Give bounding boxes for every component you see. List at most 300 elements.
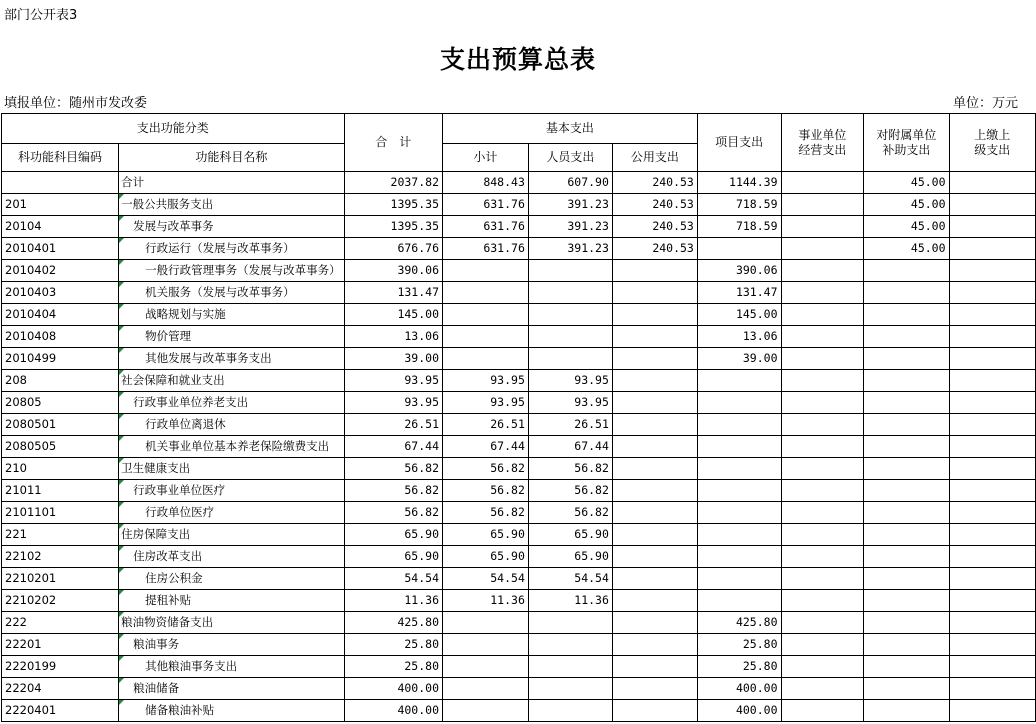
- cell-name: [119, 194, 345, 216]
- cell-subsidy: [864, 282, 949, 304]
- cell-subsidy: 45.00: [864, 238, 949, 260]
- cell-subsidy: [864, 370, 949, 392]
- cell-project: [697, 370, 781, 392]
- cell-subtotal: 56.82: [443, 502, 529, 524]
- cell-personnel: [528, 282, 612, 304]
- cell-upper: [949, 172, 1035, 194]
- cell-subtotal: [443, 348, 529, 370]
- cell-public: [612, 656, 697, 678]
- cell-name-text: 行政单位离退休: [145, 417, 226, 431]
- cell-total: 65.90: [344, 524, 442, 546]
- cell-total: 56.82: [344, 480, 442, 502]
- cell-subtotal: [443, 656, 529, 678]
- cell-subsidy: [864, 480, 949, 502]
- table-row: [2, 436, 1036, 458]
- cell-subsidy: [864, 634, 949, 656]
- cell-subtotal: 56.82: [443, 480, 529, 502]
- cell-name-text: 住房保障支出: [121, 527, 191, 541]
- cell-project: 131.47: [697, 282, 781, 304]
- cell-marker-icon: [119, 348, 124, 353]
- cell-code: 22102: [2, 546, 119, 568]
- cell-subtotal: [443, 304, 529, 326]
- cell-subtotal: 11.36: [443, 590, 529, 612]
- cell-project: [697, 436, 781, 458]
- cell-total: 425.80: [344, 612, 442, 634]
- cell-subsidy: [864, 348, 949, 370]
- cell-code: 2010499: [2, 348, 119, 370]
- cell-marker-icon: [119, 216, 124, 221]
- cell-marker-icon: [119, 568, 124, 573]
- page-title: 支出预算总表: [439, 45, 596, 74]
- cell-personnel: 93.95: [528, 370, 612, 392]
- cell-name: [119, 568, 345, 590]
- cell-code: 2220401: [2, 700, 119, 722]
- cell-subtotal: [443, 678, 529, 700]
- cell-business: [781, 414, 864, 436]
- header-func-class: 支出功能分类: [2, 114, 345, 144]
- cell-project: 425.80: [697, 612, 781, 634]
- cell-business: [781, 326, 864, 348]
- table-row: [2, 348, 1036, 370]
- cell-upper: [949, 194, 1035, 216]
- cell-subtotal: 631.76: [443, 194, 529, 216]
- cell-total: 39.00: [344, 348, 442, 370]
- cell-subtotal: 93.95: [443, 370, 529, 392]
- cell-business: [781, 590, 864, 612]
- cell-total: 400.00: [344, 678, 442, 700]
- cell-code: 2210201: [2, 568, 119, 590]
- cell-marker-icon: [119, 238, 124, 243]
- cell-upper: [949, 348, 1035, 370]
- cell-subsidy: [864, 502, 949, 524]
- cell-personnel: 65.90: [528, 524, 612, 546]
- cell-name-text: 行政运行（发展与改革事务）: [145, 241, 295, 255]
- cell-total: 65.90: [344, 546, 442, 568]
- cell-personnel: 391.23: [528, 238, 612, 260]
- table-row: [2, 392, 1036, 414]
- cell-name: [119, 700, 345, 722]
- cell-subsidy: [864, 612, 949, 634]
- cell-project: [697, 458, 781, 480]
- cell-code: 222: [2, 612, 119, 634]
- cell-name: [119, 238, 345, 260]
- cell-public: 240.53: [612, 194, 697, 216]
- cell-name-text: 社会保障和就业支出: [121, 373, 225, 387]
- cell-code: 2010403: [2, 282, 119, 304]
- table-row: [2, 590, 1036, 612]
- table-row: [2, 568, 1036, 590]
- cell-business: [781, 392, 864, 414]
- cell-upper: [949, 238, 1035, 260]
- cell-personnel: 607.90: [528, 172, 612, 194]
- cell-code: 2010408: [2, 326, 119, 348]
- cell-marker-icon: [119, 546, 124, 551]
- table-row: [2, 546, 1036, 568]
- cell-subsidy: [864, 700, 949, 722]
- cell-upper: [949, 590, 1035, 612]
- cell-public: [612, 480, 697, 502]
- cell-name-text: 发展与改革事务: [133, 219, 214, 233]
- cell-subsidy: [864, 414, 949, 436]
- cell-marker-icon: [119, 436, 124, 441]
- cell-upper: [949, 282, 1035, 304]
- table-row: [2, 480, 1036, 502]
- cell-public: [612, 568, 697, 590]
- cell-project: [697, 480, 781, 502]
- cell-public: [612, 502, 697, 524]
- cell-name: [119, 480, 345, 502]
- cell-business: [781, 194, 864, 216]
- cell-personnel: [528, 304, 612, 326]
- cell-total: 67.44: [344, 436, 442, 458]
- cell-name: [119, 502, 345, 524]
- cell-business: [781, 436, 864, 458]
- cell-total: 676.76: [344, 238, 442, 260]
- cell-public: [612, 326, 697, 348]
- cell-name-text: 行政单位医疗: [145, 505, 215, 519]
- cell-business: [781, 304, 864, 326]
- cell-public: [612, 546, 697, 568]
- cell-upper: [949, 678, 1035, 700]
- cell-public: [612, 304, 697, 326]
- cell-public: [612, 414, 697, 436]
- cell-subtotal: 631.76: [443, 216, 529, 238]
- cell-business: [781, 348, 864, 370]
- cell-business: [781, 172, 864, 194]
- cell-subsidy: [864, 656, 949, 678]
- cell-total: 13.06: [344, 326, 442, 348]
- cell-personnel: [528, 348, 612, 370]
- cell-business: [781, 634, 864, 656]
- header-business: 事业单位 经营支出: [781, 114, 864, 172]
- cell-code: 2010404: [2, 304, 119, 326]
- cell-public: [612, 612, 697, 634]
- table-row: [2, 194, 1036, 216]
- cell-subsidy: [864, 458, 949, 480]
- cell-marker-icon: [119, 480, 124, 485]
- table-row: [2, 172, 1036, 194]
- cell-project: [697, 546, 781, 568]
- cell-marker-icon: [119, 612, 124, 617]
- cell-total: 93.95: [344, 392, 442, 414]
- cell-marker-icon: [119, 260, 124, 265]
- cell-upper: [949, 524, 1035, 546]
- cell-total: 390.06: [344, 260, 442, 282]
- cell-total: 25.80: [344, 656, 442, 678]
- cell-public: [612, 392, 697, 414]
- cell-code: 2101101: [2, 502, 119, 524]
- cell-name-text: 机关服务（发展与改革事务）: [145, 285, 295, 299]
- cell-name-text: 其他发展与改革事务支出: [145, 351, 272, 365]
- cell-subsidy: [864, 260, 949, 282]
- cell-subtotal: 67.44: [443, 436, 529, 458]
- cell-subtotal: [443, 260, 529, 282]
- cell-public: [612, 524, 697, 546]
- cell-name-text: 储备粮油补贴: [145, 703, 215, 717]
- cell-code: 210: [2, 458, 119, 480]
- cell-project: 13.06: [697, 326, 781, 348]
- cell-upper: [949, 700, 1035, 722]
- cell-project: 25.80: [697, 634, 781, 656]
- cell-personnel: 67.44: [528, 436, 612, 458]
- cell-marker-icon: [119, 326, 124, 331]
- cell-subtotal: 54.54: [443, 568, 529, 590]
- cell-name: [119, 546, 345, 568]
- cell-marker-icon: [119, 304, 124, 309]
- cell-name-text: 战略规划与实施: [145, 307, 226, 321]
- cell-name: [119, 656, 345, 678]
- header-name: 功能科目名称: [119, 144, 345, 172]
- cell-business: [781, 260, 864, 282]
- cell-subsidy: [864, 436, 949, 458]
- table-row: [2, 260, 1036, 282]
- header-subtotal: 小计: [443, 144, 529, 172]
- cell-name-text: 物价管理: [145, 329, 192, 343]
- cell-public: [612, 260, 697, 282]
- cell-project: [697, 568, 781, 590]
- cell-business: [781, 656, 864, 678]
- cell-subtotal: [443, 326, 529, 348]
- cell-name: [119, 172, 345, 194]
- cell-public: 240.53: [612, 172, 697, 194]
- table-row: [2, 524, 1036, 546]
- cell-personnel: [528, 700, 612, 722]
- header-basic: 基本支出: [443, 114, 698, 144]
- header-project: 项目支出: [697, 114, 781, 172]
- cell-total: 1395.35: [344, 216, 442, 238]
- cell-subtotal: [443, 282, 529, 304]
- cell-business: [781, 502, 864, 524]
- cell-code: 2080501: [2, 414, 119, 436]
- cell-project: 25.80: [697, 656, 781, 678]
- cell-business: [781, 612, 864, 634]
- cell-project: [697, 238, 781, 260]
- cell-business: [781, 568, 864, 590]
- cell-code: 208: [2, 370, 119, 392]
- cell-personnel: 56.82: [528, 480, 612, 502]
- table-row: [2, 282, 1036, 304]
- cell-code: 2210202: [2, 590, 119, 612]
- cell-marker-icon: [119, 678, 124, 683]
- cell-name-text: 机关事业单位基本养老保险缴费支出: [145, 439, 330, 453]
- cell-business: [781, 678, 864, 700]
- cell-public: [612, 348, 697, 370]
- cell-personnel: [528, 678, 612, 700]
- table-row: [2, 700, 1036, 722]
- cell-personnel: 56.82: [528, 458, 612, 480]
- cell-project: 390.06: [697, 260, 781, 282]
- cell-personnel: [528, 326, 612, 348]
- cell-name: [119, 304, 345, 326]
- cell-total: 131.47: [344, 282, 442, 304]
- cell-upper: [949, 612, 1035, 634]
- cell-name-text: 行政事业单位养老支出: [133, 395, 249, 409]
- cell-total: 93.95: [344, 370, 442, 392]
- cell-name: [119, 216, 345, 238]
- cell-name: [119, 414, 345, 436]
- cell-project: [697, 502, 781, 524]
- cell-project: [697, 414, 781, 436]
- cell-business: [781, 458, 864, 480]
- cell-upper: [949, 304, 1035, 326]
- header-upper: 上缴上 级支出: [949, 114, 1035, 172]
- cell-upper: [949, 568, 1035, 590]
- reporting-unit: 填报单位：随州市发改委: [4, 96, 148, 111]
- cell-marker-icon: [119, 700, 124, 705]
- cell-subsidy: [864, 326, 949, 348]
- cell-public: 240.53: [612, 216, 697, 238]
- cell-project: 400.00: [697, 678, 781, 700]
- cell-code: 221: [2, 524, 119, 546]
- cell-personnel: 54.54: [528, 568, 612, 590]
- table-row: [2, 238, 1036, 260]
- cell-project: 145.00: [697, 304, 781, 326]
- cell-name: [119, 678, 345, 700]
- cell-upper: [949, 546, 1035, 568]
- cell-project: 718.59: [697, 216, 781, 238]
- cell-upper: [949, 656, 1035, 678]
- cell-business: [781, 370, 864, 392]
- cell-upper: [949, 370, 1035, 392]
- cell-total: 11.36: [344, 590, 442, 612]
- cell-name-text: 其他粮油事务支出: [145, 659, 238, 673]
- cell-marker-icon: [119, 194, 124, 199]
- cell-public: [612, 590, 697, 612]
- cell-upper: [949, 216, 1035, 238]
- cell-subtotal: 93.95: [443, 392, 529, 414]
- cell-personnel: [528, 634, 612, 656]
- cell-marker-icon: [119, 458, 124, 463]
- cell-business: [781, 546, 864, 568]
- header-code: 科功能科目编码: [2, 144, 119, 172]
- cell-subsidy: 45.00: [864, 216, 949, 238]
- table-row: [2, 458, 1036, 480]
- cell-name-text: 粮油储备: [133, 681, 180, 695]
- cell-personnel: 391.23: [528, 216, 612, 238]
- cell-subsidy: [864, 590, 949, 612]
- cell-business: [781, 480, 864, 502]
- cell-personnel: 93.95: [528, 392, 612, 414]
- cell-business: [781, 238, 864, 260]
- cell-marker-icon: [119, 282, 124, 287]
- cell-total: 400.00: [344, 700, 442, 722]
- cell-subtotal: 848.43: [443, 172, 529, 194]
- cell-project: [697, 524, 781, 546]
- table-row: [2, 414, 1036, 436]
- cell-name: [119, 458, 345, 480]
- cell-subsidy: [864, 678, 949, 700]
- cell-subtotal: [443, 634, 529, 656]
- cell-total: 54.54: [344, 568, 442, 590]
- cell-public: [612, 458, 697, 480]
- cell-code: 2220199: [2, 656, 119, 678]
- header-total: 合 计: [344, 114, 442, 172]
- cell-marker-icon: [119, 524, 124, 529]
- cell-upper: [949, 634, 1035, 656]
- cell-personnel: [528, 260, 612, 282]
- cell-public: [612, 282, 697, 304]
- cell-total: 145.00: [344, 304, 442, 326]
- cell-marker-icon: [119, 392, 124, 397]
- sheet-label: 部门公开表3: [4, 8, 78, 23]
- cell-project: [697, 590, 781, 612]
- table-row: [2, 656, 1036, 678]
- cell-subtotal: 26.51: [443, 414, 529, 436]
- cell-upper: [949, 326, 1035, 348]
- cell-upper: [949, 392, 1035, 414]
- cell-total: 25.80: [344, 634, 442, 656]
- cell-code: 20805: [2, 392, 119, 414]
- cell-name-text: 住房改革支出: [133, 549, 203, 563]
- cell-personnel: 11.36: [528, 590, 612, 612]
- cell-marker-icon: [119, 634, 124, 639]
- cell-project: 39.00: [697, 348, 781, 370]
- cell-project: [697, 392, 781, 414]
- cell-total: 1395.35: [344, 194, 442, 216]
- cell-personnel: 26.51: [528, 414, 612, 436]
- cell-personnel: 56.82: [528, 502, 612, 524]
- cell-business: [781, 216, 864, 238]
- cell-name: [119, 392, 345, 414]
- cell-name-text: 合计: [121, 175, 145, 189]
- cell-business: [781, 524, 864, 546]
- cell-public: [612, 634, 697, 656]
- cell-name: [119, 370, 345, 392]
- cell-personnel: [528, 656, 612, 678]
- cell-name: [119, 282, 345, 304]
- cell-name-text: 行政事业单位医疗: [133, 483, 226, 497]
- cell-marker-icon: [119, 502, 124, 507]
- cell-name-text: 粮油事务: [133, 637, 180, 651]
- cell-name-text: 住房公积金: [145, 571, 203, 585]
- cell-name: [119, 348, 345, 370]
- cell-subsidy: [864, 304, 949, 326]
- cell-name-text: 卫生健康支出: [121, 461, 191, 475]
- cell-code: 2010401: [2, 238, 119, 260]
- cell-name: [119, 524, 345, 546]
- cell-code: 21011: [2, 480, 119, 502]
- cell-code: 22204: [2, 678, 119, 700]
- cell-total: 56.82: [344, 502, 442, 524]
- cell-public: [612, 436, 697, 458]
- header-subsidy: 对附属单位 补助支出: [864, 114, 949, 172]
- table-row: [2, 634, 1036, 656]
- cell-subsidy: [864, 568, 949, 590]
- cell-project: 400.00: [697, 700, 781, 722]
- cell-upper: [949, 480, 1035, 502]
- cell-name: [119, 612, 345, 634]
- table-row: [2, 612, 1036, 634]
- cell-subsidy: 45.00: [864, 194, 949, 216]
- cell-subtotal: 65.90: [443, 524, 529, 546]
- cell-name: [119, 326, 345, 348]
- cell-project: 718.59: [697, 194, 781, 216]
- cell-upper: [949, 502, 1035, 524]
- cell-upper: [949, 260, 1035, 282]
- header-personnel: 人员支出: [528, 144, 612, 172]
- cell-marker-icon: [119, 656, 124, 661]
- cell-name-text: 粮油物资储备支出: [121, 615, 214, 629]
- cell-name-text: 一般公共服务支出: [121, 197, 214, 211]
- table-row: [2, 216, 1036, 238]
- cell-name: [119, 590, 345, 612]
- cell-project: 1144.39: [697, 172, 781, 194]
- header-public: 公用支出: [612, 144, 697, 172]
- cell-subtotal: [443, 700, 529, 722]
- cell-subsidy: [864, 392, 949, 414]
- cell-business: [781, 282, 864, 304]
- cell-business: [781, 700, 864, 722]
